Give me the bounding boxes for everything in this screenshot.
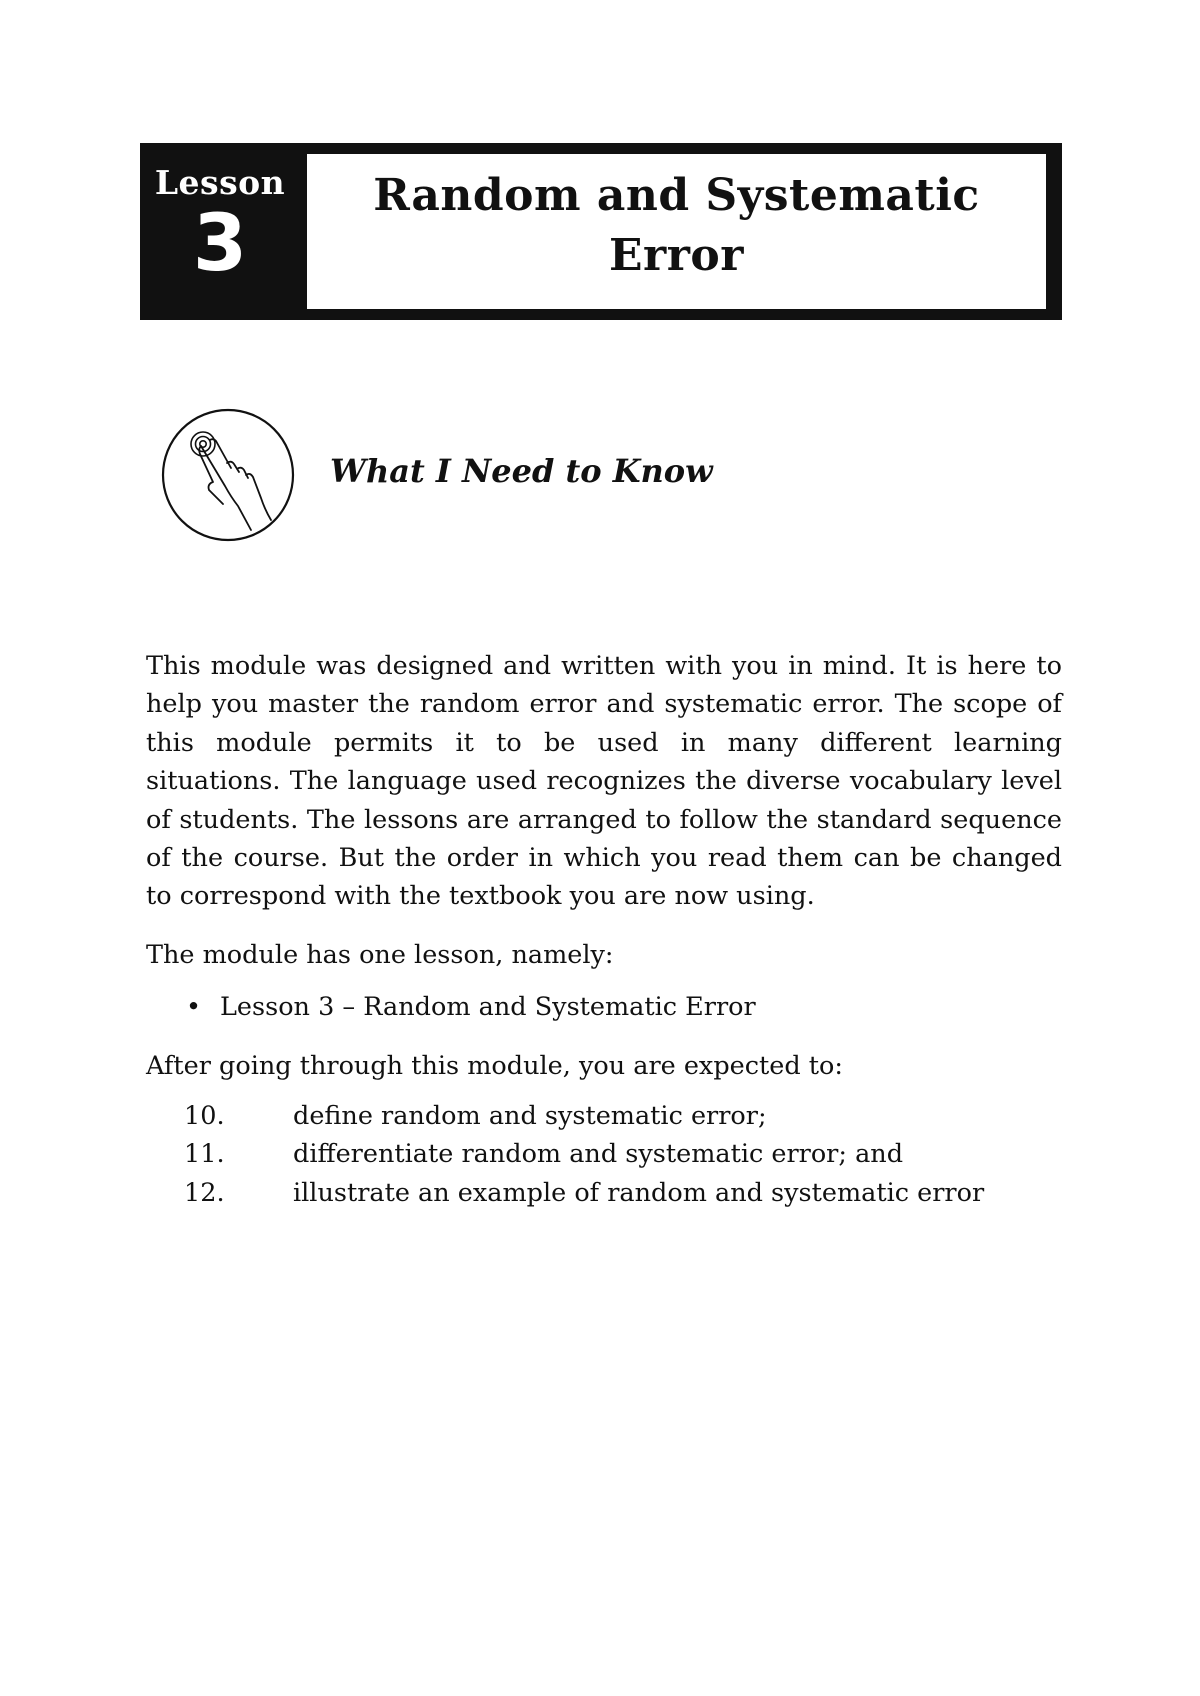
list-item — [146, 1174, 1062, 1212]
objective-text: illustrate an example of random and systematic error — [293, 1177, 985, 1208]
content — [146, 647, 1062, 1212]
lesson-label: Lesson — [154, 163, 286, 202]
lesson-title — [373, 166, 979, 286]
lesson-title-box — [305, 152, 1048, 311]
objective-text: define random and systematic error; — [293, 1101, 767, 1132]
lessons-lead: The module has one lesson, namely: — [146, 939, 614, 970]
list-item — [146, 1135, 1062, 1173]
tap-hand-icon — [155, 402, 301, 548]
lesson-list — [146, 988, 1062, 1026]
objective-number: 11. — [184, 1139, 225, 1170]
list-item — [146, 988, 1062, 1026]
objective-number: 10. — [184, 1101, 225, 1132]
lesson-tab — [140, 143, 300, 320]
lesson-title-line-2: Error — [609, 230, 744, 281]
lesson-number: 3 — [192, 199, 248, 289]
objective-text: differentiate random and systematic error; and — [293, 1139, 904, 1170]
lesson-title-line-1: Random and Systematic — [373, 170, 980, 221]
list-item-text: Lesson 3 – Random and Systematic Error — [220, 992, 756, 1023]
objective-number: 12. — [184, 1177, 225, 1208]
objectives-lead: After going through this module, you are expected to: — [146, 1050, 843, 1081]
bullet-icon: • — [186, 992, 202, 1023]
intro-paragraph: This module was designed and written with you in mind. It is here to help you master the random error and systematic error. The scope of this module permits it to be used in many different learning situations. The language used recognizes the diverse vocabulary level of students. The lessons are arranged to follow the standard sequence of the course. But the order in which you read them can be changed to correspond with the textbook you are now using. — [146, 651, 1062, 912]
objectives-list — [146, 1097, 1062, 1212]
lesson-header — [140, 143, 1062, 320]
list-item — [146, 1097, 1062, 1135]
section-title: What I Need to Know — [330, 452, 713, 490]
